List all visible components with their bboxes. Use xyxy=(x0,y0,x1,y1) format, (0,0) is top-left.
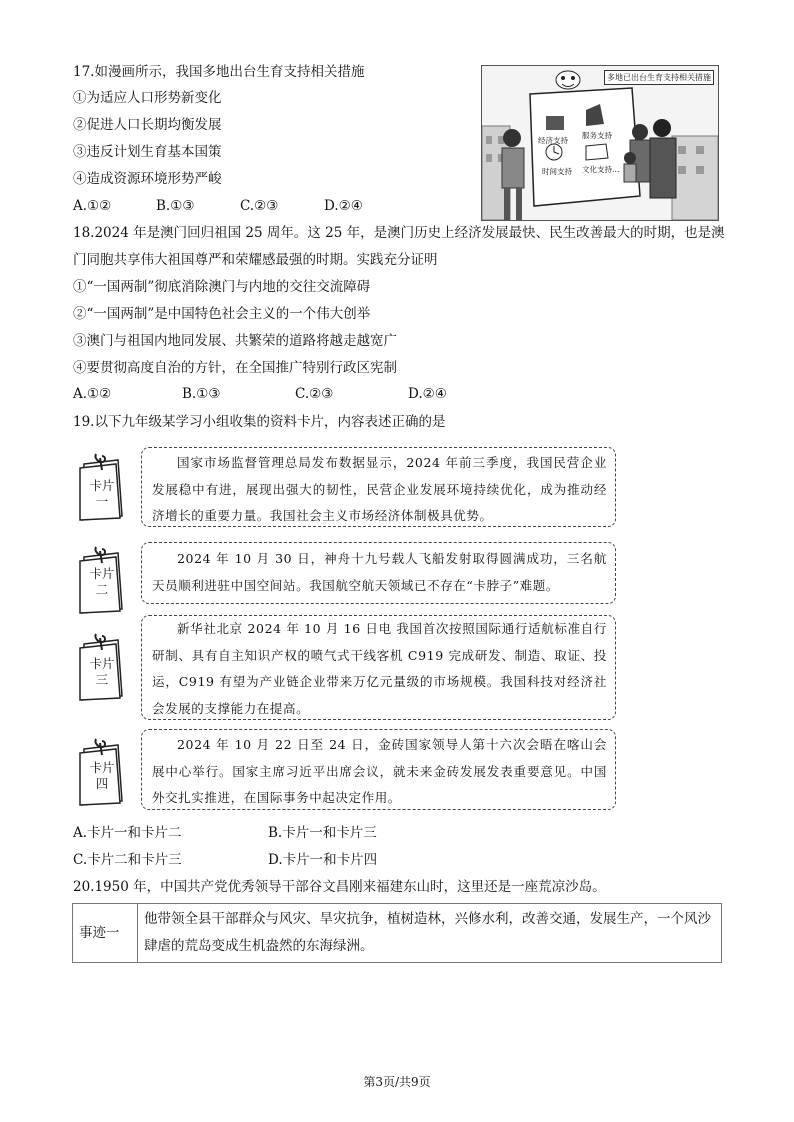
q17-item-1: ①为适应人口形势新变化 xyxy=(73,90,222,106)
birth-support-cartoon xyxy=(481,65,719,221)
q17-item-4: ④造成资源环境形势严峻 xyxy=(73,171,222,187)
q18-item-1: ①“一国两制”彻底消除澳门与内地的交往交流障碍 xyxy=(73,279,371,295)
q20-deeds-table xyxy=(72,903,722,963)
q18-stem-line-2: 门同胞共享伟大祖国尊严和荣耀感最强的时期。实践充分证明 xyxy=(73,252,438,268)
card-1-label-bottom: 一 xyxy=(95,494,109,509)
q17-option-d: D.②④ xyxy=(324,198,363,214)
q18-option-c: C.②③ xyxy=(295,386,334,402)
q18-option-b: B.①③ xyxy=(182,386,221,402)
card-1-label-top: 卡片 xyxy=(89,478,115,493)
cartoon-drawing xyxy=(482,66,718,220)
card-3-label-top: 卡片 xyxy=(89,656,115,671)
deed-text: 他带领全县干部群众与风灾、旱灾抗争，植树造林，兴修水利，改善交通，发展生产，一个风沙肆虐的荒岛变成生机盎然的东海绿洲。 xyxy=(138,904,722,963)
card-3-label-bottom: 三 xyxy=(95,672,109,687)
card-4-text: 2024 年 10 月 22 日至 24 日，金砖国家领导人第十六次会晤在喀山会展中心举行。国家主席习近平出席会议，就未来金砖发展发表重要意见。中国外交扎实推进，在国际事务中起决定作用。 xyxy=(152,737,607,805)
cartoon-label-service: 服务支持 xyxy=(582,131,612,140)
card-2-label-bottom: 二 xyxy=(95,582,109,597)
cartoon-label-time: 时间支持 xyxy=(542,167,572,176)
card-4-label-top: 卡片 xyxy=(89,760,115,775)
q19-option-c: C.卡片二和卡片三 xyxy=(73,852,182,868)
cartoon-caption: 多地已出台生育支持相关措施 xyxy=(604,70,714,85)
page-footer: 第3页/共9页 xyxy=(363,1075,431,1089)
q18-item-3: ③澳门与祖国内地同发展、共繁荣的道路将越走越宽广 xyxy=(73,333,397,349)
q17-option-c: C.②③ xyxy=(240,198,279,214)
q19-option-a: A.卡片一和卡片二 xyxy=(73,825,182,841)
card-2 xyxy=(141,542,616,604)
q18-option-a: A.①② xyxy=(73,386,112,402)
card-1-text: 国家市场监督管理总局发布数据显示，2024 年前三季度，我国民营企业发展稳中有进，展现出强大的韧性，民营企业发展环境持续优化，成为推动经济增长的重要力量。我国社会主义市场经济体制极具优势。 xyxy=(152,455,607,523)
card-2-text: 2024 年 10 月 30 日，神舟十九号载人飞船发射取得圆满成功，三名航天员顺利进驻中国空间站。我国航空航天领域已不存在“卡脖子”难题。 xyxy=(152,551,607,593)
card-4 xyxy=(141,729,616,810)
card-2-label-top: 卡片 xyxy=(89,566,115,581)
q17-option-a: A.①② xyxy=(73,198,112,214)
card-3 xyxy=(141,615,616,720)
q19-stem: 19.以下九年级某学习小组收集的资料卡片，内容表述正确的是 xyxy=(73,414,446,430)
q17-stem: 17.如漫画所示，我国多地出台生育支持相关措施 xyxy=(73,64,365,80)
q18-item-2: ②“一国两制”是中国特色社会主义的一个伟大创举 xyxy=(73,306,371,322)
q20-stem: 20.1950 年，中国共产党优秀领导干部谷文昌刚来福建东山时，这里还是一座荒凉沙岛。 xyxy=(73,879,606,895)
q18-item-4: ④要贯彻高度自治的方针，在全国推广特别行政区宪制 xyxy=(73,360,397,376)
q19-option-b: B.卡片一和卡片三 xyxy=(268,825,377,841)
q19-option-d: D.卡片一和卡片四 xyxy=(268,852,378,868)
q17-item-3: ③违反计划生育基本国策 xyxy=(73,144,222,160)
deed-label: 事迹一 xyxy=(73,904,138,963)
q17-item-2: ②促进人口长期均衡发展 xyxy=(73,117,222,133)
card-3-text: 新华社北京 2024 年 10 月 16 日电 我国首次按照国际通行适航标准自行研制、具有自主知识产权的喷气式干线客机 C919 完成研发、制造、取证、投运，C919 有望为产业链企业带来万亿元量级的市场规模。我国科技对经济社会发展的支撑能力在提高。 xyxy=(152,621,607,716)
cartoon-label-economic: 经济支持 xyxy=(538,136,568,145)
q17-option-b: B.①③ xyxy=(156,198,195,214)
card-4-label-bottom: 四 xyxy=(95,776,109,791)
cartoon-label-culture: 文化支持… xyxy=(582,165,620,174)
table-row xyxy=(73,904,722,963)
card-1 xyxy=(141,447,616,527)
q18-option-d: D.②④ xyxy=(408,386,447,402)
q18-stem-line-1: 18.2024 年是澳门回归祖国 25 周年。这 25 年，是澳门历史上经济发展最快、民生改善最大的时期，也是澳 xyxy=(73,225,725,241)
